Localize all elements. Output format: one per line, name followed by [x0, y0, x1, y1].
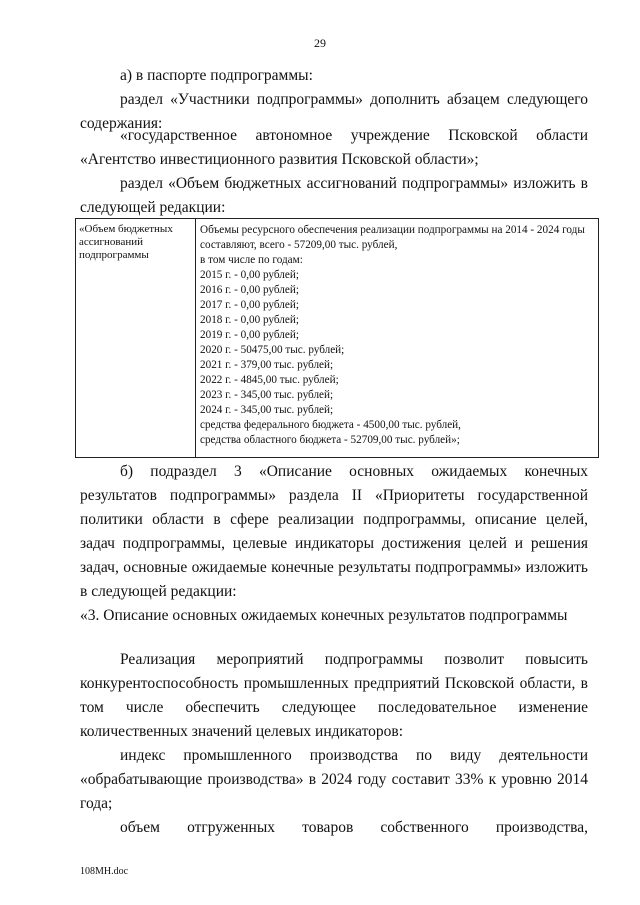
table-year-row: 2016 г. - 0,00 рублей;	[200, 284, 299, 296]
table-year-row: 2020 г. - 50475,00 тыс. рублей;	[200, 344, 345, 356]
paragraph-b: б) подраздел 3 «Описание основных ожидаемых конечных результатов подпрограммы» раздела II «Приоритеты государственной политики области в сфере реализации подпрограммы, описание целей, задач подпрограммы, целевые индикаторы достижения целей и решения задач, основные ожидаемые конечные результаты подпрограммы» изложить в следующей редакции:	[80, 463, 588, 600]
table-year-row: 2021 г. - 379,00 тыс. рублей;	[200, 359, 334, 371]
table-year-row: 2015 г. - 0,00 рублей;	[200, 269, 299, 281]
table-subheading: в том числе по годам:	[200, 254, 303, 266]
table-intro: Объемы ресурсного обеспечения реализации подпрограммы на 2014 - 2024 годы составляют, всего - 57209,00 тыс. рублей,	[200, 224, 585, 251]
budget-table	[75, 218, 599, 458]
paragraph-participants: раздел «Участники подпрограммы» дополнить абзацем следующего содержания:	[80, 91, 588, 132]
paragraph-budget-section: раздел «Объем бюджетных ассигнований подпрограммы» изложить в следующей редакции:	[80, 175, 588, 216]
paragraph-index: индекс промышленного производства по виду деятельности «обрабатывающие производства» в 2024 году составит 33% к уровню 2014 года;	[80, 747, 588, 812]
table-year-row: 2024 г. - 345,00 тыс. рублей;	[200, 404, 334, 416]
table-year-row: 2023 г. - 345,00 тыс. рублей;	[200, 389, 334, 401]
table-year-row: 2022 г. - 4845,00 тыс. рублей;	[200, 374, 339, 386]
table-year-row: 2019 г. - 0,00 рублей;	[200, 329, 299, 341]
paragraph-implementation: Реализация мероприятий подпрограммы позволит повысить конкурентоспособность промышленных предприятий Псковской области, в том числе обеспечить следующее последовательное изменение количественных значений целевых индикаторов:	[80, 651, 588, 740]
section-heading: «3. Описание основных ожидаемых конечных результатов подпрограммы	[80, 607, 568, 624]
paragraph-agency: «государственное автономное учреждение Псковской области «Агентство инвестиционного развития Псковской области»;	[80, 127, 588, 168]
table-federal-budget: средства федерального бюджета - 4500,00 тыс. рублей,	[200, 419, 461, 431]
table-year-row: 2017 г. - 0,00 рублей;	[200, 299, 299, 311]
table-right-cell	[196, 219, 598, 457]
table-regional-budget: средства областного бюджета - 52709,00 тыс. рублей»;	[200, 434, 460, 446]
paragraph-a: а) в паспорте подпрограммы:	[120, 67, 313, 84]
paragraph-volume: объем отгруженных товаров собственного производства,	[120, 819, 588, 836]
table-left-cell: «Объем бюджетных ассигнований подпрограммы	[76, 219, 196, 457]
footer-filename: 108МН.doc	[80, 866, 129, 877]
page-number: 29	[314, 36, 326, 50]
table-year-row: 2018 г. - 0,00 рублей;	[200, 314, 299, 326]
